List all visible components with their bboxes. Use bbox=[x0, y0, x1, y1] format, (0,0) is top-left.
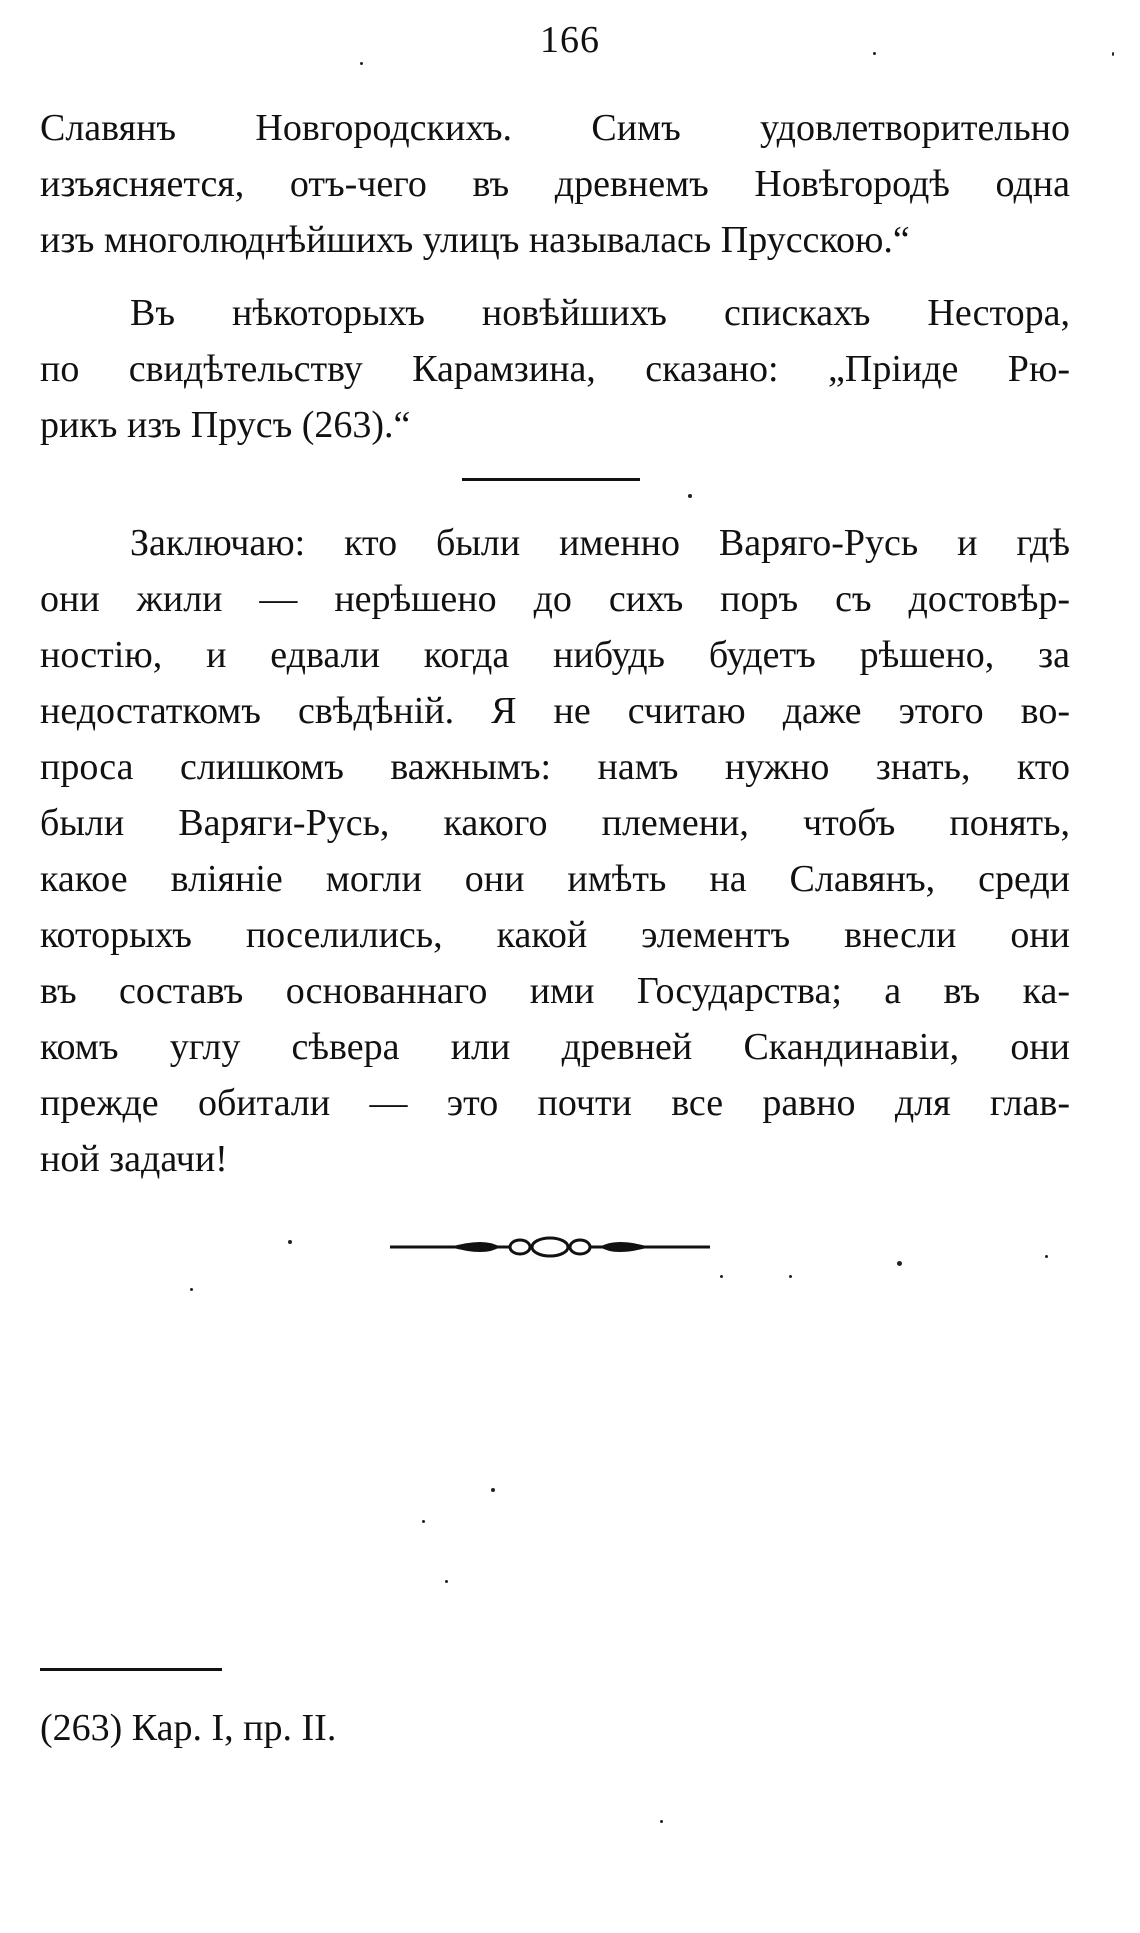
text-line: въ составъ основаннаго ими Государства; а въ ка- bbox=[40, 970, 1070, 1012]
text-line: Въ нѣкоторыхъ новѣйшихъ спискахъ Нестора, bbox=[130, 292, 1070, 334]
footnote-rule bbox=[40, 1668, 222, 1671]
scan-speck bbox=[422, 1520, 425, 1523]
text-line: которыхъ поселились, какой элементъ внесли они bbox=[40, 914, 1070, 956]
text-line: рикъ изъ Прусъ (263).“ bbox=[40, 404, 411, 446]
text-line: комъ углу сѣвера или древней Скандинавіи, они bbox=[40, 1026, 1070, 1068]
scan-speck bbox=[720, 1275, 723, 1278]
section-divider-rule bbox=[462, 478, 640, 481]
text-line: проса слишкомъ важнымъ: намъ нужно знать, кто bbox=[40, 746, 1070, 788]
text-line: прежде обитали — это почти все равно для глав- bbox=[40, 1082, 1070, 1124]
scan-speck bbox=[873, 52, 876, 55]
footnote: (263) Кар. I, пр. II. bbox=[40, 1707, 337, 1749]
text-line: недостаткомъ свѣдѣній. Я не считаю даже этого во- bbox=[40, 690, 1070, 732]
page-number: 166 bbox=[540, 19, 600, 61]
scan-speck bbox=[1112, 52, 1114, 56]
paragraph-2 bbox=[40, 285, 1070, 453]
scan-speck bbox=[789, 1275, 792, 1278]
text-line: ностію, и едвали когда нибудь будетъ рѣшено, за bbox=[40, 634, 1070, 676]
scan-speck bbox=[288, 1240, 292, 1244]
text-line: были Варяги-Русь, какого племени, чтобъ понять, bbox=[40, 802, 1070, 844]
scan-speck bbox=[445, 1580, 448, 1583]
scan-speck bbox=[688, 494, 692, 498]
scan-speck bbox=[897, 1261, 902, 1266]
text-line: они жили — нерѣшено до сихъ поръ съ достовѣр- bbox=[40, 578, 1070, 620]
text-line: Заключаю: кто были именно Варяго-Русь и гдѣ bbox=[130, 522, 1070, 564]
text-line: изъясняется, отъ-чего въ древнемъ Новѣгородѣ одна bbox=[40, 163, 1070, 205]
scan-speck bbox=[660, 1820, 663, 1823]
paragraph-1 bbox=[40, 100, 1070, 268]
end-ornament-icon bbox=[390, 1232, 710, 1262]
text-line: по свидѣтельству Карамзина, сказано: „Пріиде Рю- bbox=[40, 348, 1070, 390]
text-line: Славянъ Новгородскихъ. Симъ удовлетворительно bbox=[40, 107, 1070, 149]
text-line: ной задачи! bbox=[40, 1138, 228, 1180]
paragraph-3 bbox=[40, 515, 1070, 1187]
scan-speck bbox=[190, 1288, 193, 1291]
scan-speck bbox=[1045, 1255, 1048, 1258]
scan-speck bbox=[491, 1488, 495, 1492]
text-line: изъ многолюднѣйшихъ улицъ называлась Прусскою.“ bbox=[40, 219, 910, 261]
scan-speck bbox=[360, 62, 363, 65]
text-line: какое вліяніе могли они имѣть на Славянъ, среди bbox=[40, 858, 1070, 900]
